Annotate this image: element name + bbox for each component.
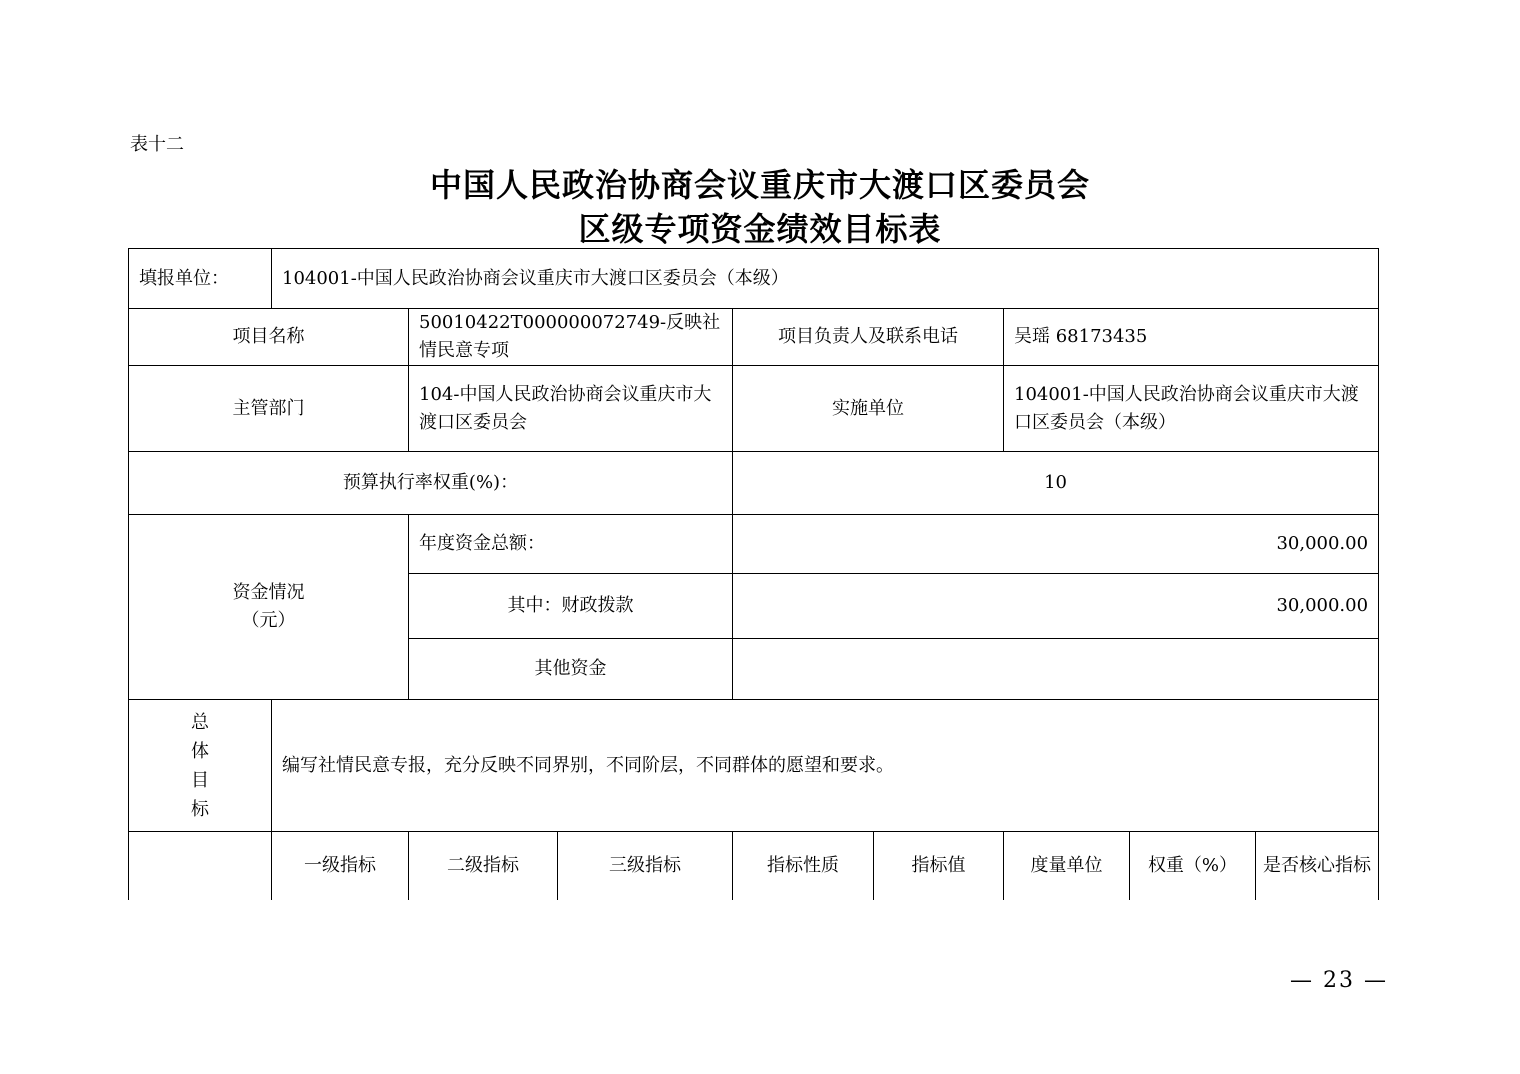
unit-value: 104001-中国人民政治协商会议重庆市大渡口区委员会（本级）: [272, 249, 1379, 309]
funds-label-line2: （元）: [241, 610, 296, 631]
unit-label: 填报单位：: [129, 249, 272, 309]
dept-label: 主管部门: [129, 366, 409, 452]
header-value: 指标值: [874, 832, 1004, 900]
indicator-blank-cell: [129, 832, 272, 900]
table-row: [129, 452, 1379, 515]
header-weight: 权重（%）: [1130, 832, 1256, 900]
overall-goal-value: 编写社情民意专报，充分反映不同界别，不同阶层，不同群体的愿望和要求。: [272, 700, 1379, 832]
other-funds-label: 其他资金: [409, 639, 733, 700]
table-row: [129, 249, 1379, 309]
goal-char: 标: [191, 798, 209, 820]
contact-value: 吴瑶 68173435: [1004, 309, 1379, 366]
table-row: [129, 309, 1379, 366]
header-core: 是否核心指标: [1256, 832, 1379, 900]
impl-value: 104001-中国人民政治协商会议重庆市大渡口区委员会（本级）: [1004, 366, 1379, 452]
annual-total-value: 30,000.00: [733, 515, 1379, 574]
indicator-header-row: [129, 832, 1379, 900]
project-name-label: 项目名称: [129, 309, 409, 366]
contact-label: 项目负责人及联系电话: [733, 309, 1004, 366]
impl-label: 实施单位: [733, 366, 1004, 452]
table-row: [129, 366, 1379, 452]
overall-goal-label: [129, 700, 272, 832]
dept-value: 104-中国人民政治协商会议重庆市大渡口区委员会: [409, 366, 733, 452]
goal-char: 目: [191, 769, 209, 791]
fiscal-value: 30,000.00: [733, 574, 1379, 639]
page-number: — 23 —: [1290, 968, 1388, 993]
annual-total-label: 年度资金总额：: [409, 515, 733, 574]
funds-label-line1: 资金情况: [232, 582, 305, 603]
header-level3: 三级指标: [558, 832, 733, 900]
header-nature: 指标性质: [733, 832, 874, 900]
performance-target-table: [128, 248, 1378, 900]
funds-label: [129, 515, 409, 700]
header-level2: 二级指标: [409, 832, 558, 900]
header-level1: 一级指标: [272, 832, 409, 900]
document-title-line2: 区级专项资金绩效目标表: [578, 210, 942, 248]
table-row: [129, 700, 1379, 832]
fiscal-label: 其中：财政拨款: [409, 574, 733, 639]
project-name-value: 50010422T000000072749-反映社情民意专项: [409, 309, 733, 366]
document-title-line1: 中国人民政治协商会议重庆市大渡口区委员会: [429, 166, 1090, 204]
budget-rate-value: 10: [733, 452, 1379, 515]
goal-char: 总: [191, 711, 209, 733]
table-label: 表十二: [130, 134, 184, 155]
goal-char: 体: [191, 740, 209, 762]
budget-rate-label: 预算执行率权重(%)：: [129, 452, 733, 515]
other-funds-value: [733, 639, 1379, 700]
table-row: [129, 515, 1379, 574]
header-unit: 度量单位: [1004, 832, 1130, 900]
